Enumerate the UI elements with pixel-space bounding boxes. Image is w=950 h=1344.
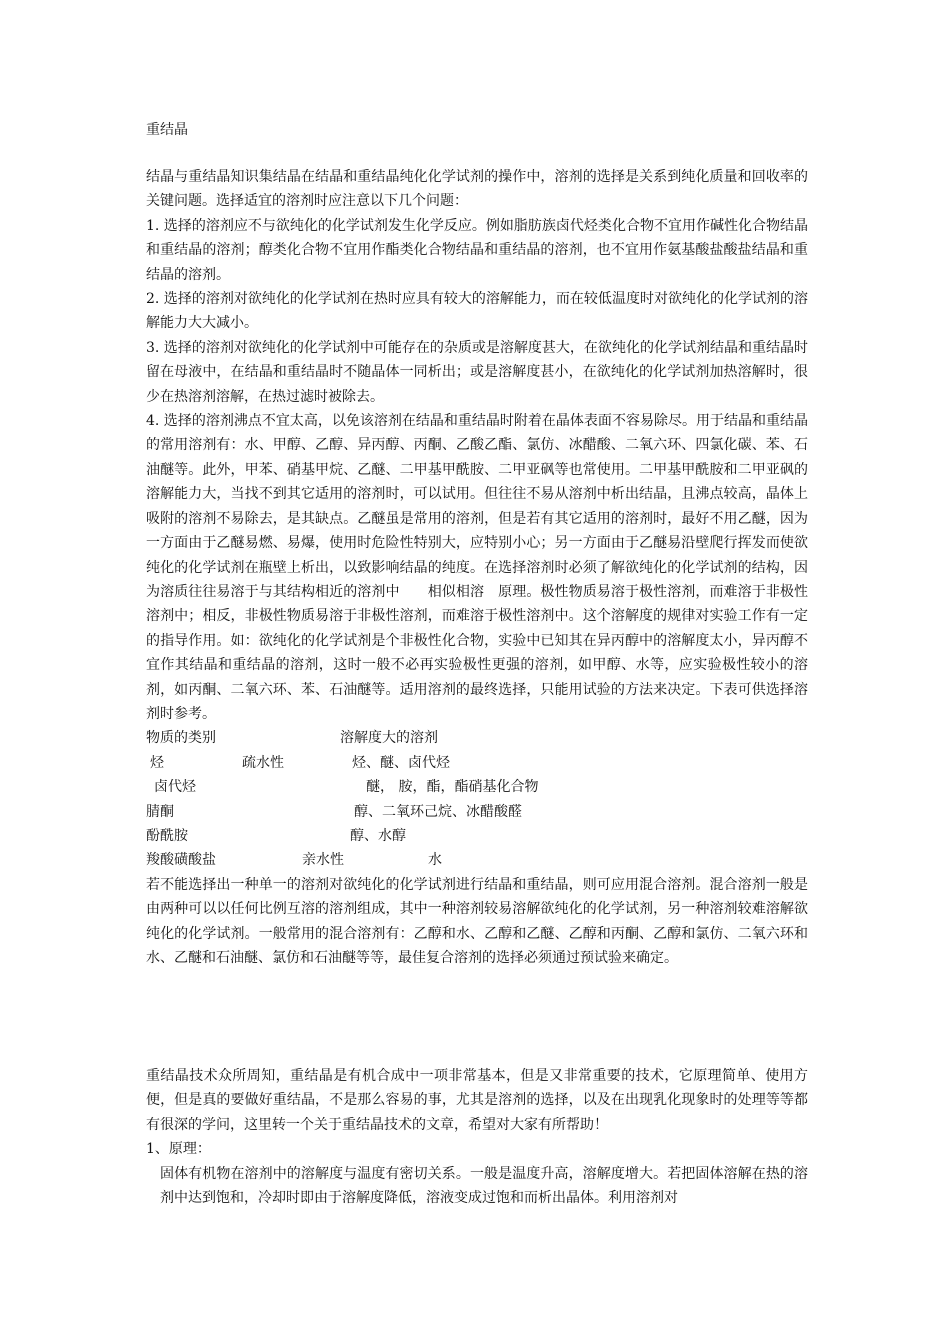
point-2-paragraph: 2. 选择的溶剂对欲纯化的化学试剂在热时应具有较大的溶解能力，而在较低温度时对欲纯化的化学试剂的溶解能力大大减小。 (146, 291, 808, 332)
table-cell: 烃、醚、卤代烃 (352, 754, 450, 771)
point-1-paragraph: 1. 选择的溶剂应不与欲纯化的化学试剂发生化学反应。例如脂肪族卤代烃类化合物不宜用作碱性化合物结晶和重结晶的溶剂；醇类化合物不宜用作酯类化合物结晶和重结晶的溶剂，也不宜用作氨基酸盐酸盐结晶和重结晶的溶剂。 (146, 217, 808, 283)
table-cell: 烃 (150, 754, 164, 771)
table-cell: 羧酸磺酸盐 (146, 852, 216, 869)
table-row (146, 800, 808, 824)
table-row (146, 848, 808, 872)
table-row (146, 751, 808, 775)
section-solvent-selection (146, 165, 808, 970)
principle-paragraph: 固体有机物在溶剂中的溶解度与温度有密切关系。一般是温度升高，溶解度增大。若把固体溶解在热的溶剂中达到饱和，冷却时即由于溶解度降低，溶液变成过饱和而析出晶体。利用溶剂对 (160, 1165, 808, 1207)
table-cell: 酚酰胺 (146, 827, 188, 844)
table-cell: 醇、水醇 (350, 827, 406, 844)
table-header-row (146, 726, 808, 750)
mixed-solvent-paragraph: 若不能选择出一种单一的溶剂对欲纯化的化学试剂进行结晶和重结晶，则可应用混合溶剂。混合溶剂一般是由两种可以以任何比例互溶的溶剂组成，其中一种溶剂较易溶解欲纯化的化学试剂，另一种溶剂较难溶解欲纯化的化学试剂。一般常用的混合溶剂有：乙醇和水、乙醇和乙醚、乙醇和丙酮、乙醇和氯仿、二氧六环和水、乙醚和石油醚、氯仿和石油醚等等，最佳复合溶剂的选择必须通过预试验来确定。 (146, 876, 808, 966)
document-title: 重结晶 (146, 122, 188, 138)
table-row (146, 775, 808, 799)
point-3-paragraph: 3. 选择的溶剂对欲纯化的化学试剂中可能存在的杂质或是溶解度甚大，在欲纯化的化学试剂结晶和重结晶时留在母液中，在结晶和重结晶时不随晶体一同析出；或是溶解度甚小，在欲纯化的化学试剂加热溶解时，很少在热溶剂溶解，在热过滤时被除去。 (146, 339, 808, 405)
table-cell: 醇、二氧环己烷、冰醋酸醛 (354, 803, 522, 820)
principle-heading: 1、原理： (146, 1141, 211, 1158)
table-cell: 卤代烃 (154, 779, 196, 796)
section-recrystallization-technique (146, 1064, 808, 1210)
table-cell: 疏水性 (242, 754, 284, 771)
table-cell: 腈酮 (146, 803, 174, 820)
table-header-cell: 物质的类别 (146, 730, 216, 747)
solvent-table (146, 726, 808, 872)
table-cell: 亲水性 (302, 852, 344, 869)
table-row (146, 824, 808, 848)
table-cell: 水 (428, 852, 442, 869)
intro-paragraph: 结晶与重结晶知识集结晶在结晶和重结晶纯化化学试剂的操作中，溶剂的选择是关系到纯化质量和回收率的关键问题。选择适宜的溶剂时应注意以下几个问题： (146, 169, 808, 210)
technique-intro-paragraph: 重结晶技术众所周知，重结晶是有机合成中一项非常基本，但是又非常重要的技术，它原理简单、使用方便，但是真的要做好重结晶，不是那么容易的事，尤其是溶剂的选择，以及在出现乳化现象时的处理等等都有很深的学问，这里转一个关于重结晶技术的文章，希望对大家有所帮助！ (146, 1068, 808, 1133)
point-4-paragraph: 4. 选择的溶剂沸点不宜太高，以免该溶剂在结晶和重结晶时附着在晶体表面不容易除尽。用于结晶和重结晶的常用溶剂有：水、甲醇、乙醇、异丙醇、丙酮、乙酸乙酯、氯仿、冰醋酸、二氧六环、四氯化碳、苯、石油醚等。此外，甲苯、硝基甲烷、乙醚、二甲基甲酰胺、二甲亚砜等也常使用。二甲基甲酰胺和二甲亚砜的溶解能力大，当找不到其它适用的溶剂时，可以试用。但往往不易从溶剂中析出结晶，且沸点较高，晶体上吸附的溶剂不易除去，是其缺点。乙醚虽是常用的溶剂，但是若有其它适用的溶剂时，最好不用乙醚，因为一方面由于乙醚易燃、易爆，使用时危险性特别大，应特别小心；另一方面由于乙醚易沿壁爬行挥发而使欲纯化的化学试剂在瓶壁上析出，以致影响结晶的纯度。在选择溶剂时必须了解欲纯化的化学试剂的结构，因为溶质往往易溶于与其结构相近的溶剂中 相似相溶 原理。极性物质易溶于极性溶剂，而难溶于非极性溶剂中；相反，非极性物质易溶于非极性溶剂，而难溶于极性溶剂中。这个溶解度的规律对实验工作有一定的指导作用。如：欲纯化的化学试剂是个非极性化合物，实验中已知其在异丙醇中的溶解度太小，异丙醇不宜作其结晶和重结晶的溶剂，这时一般不必再实验极性更强的溶剂，如甲醇、水等，应实验极性较小的溶剂，如丙酮、二氧六环、苯、石油醚等。适用溶剂的最终选择，只能用试验的方法来决定。下表可供选择溶剂时参考。 (146, 413, 808, 722)
table-cell: 醚， 胺，酯，酯硝基化合物 (366, 779, 539, 796)
table-header-cell: 溶解度大的溶剂 (340, 730, 438, 747)
